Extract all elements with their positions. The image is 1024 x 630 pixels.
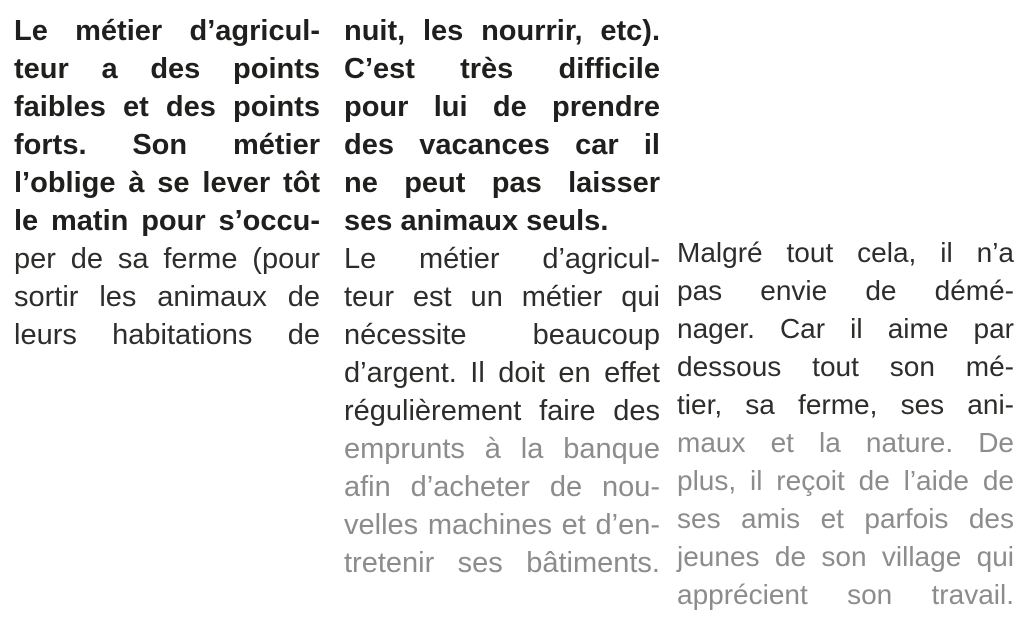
- text-line: velles machines et d’en-: [344, 509, 660, 541]
- text-line: Le métier d’agricul-: [14, 15, 320, 47]
- text-column-3: [677, 234, 1014, 614]
- text-line: C’est très difficile: [344, 53, 660, 85]
- text-line: maux et la nature. De: [677, 427, 1014, 458]
- text-line: le matin pour s’occu-: [14, 205, 320, 237]
- text-line: plus, il reçoit de l’aide de: [677, 465, 1014, 496]
- text-line: teur est un métier qui: [344, 281, 660, 313]
- text-line: ses animaux seuls.: [344, 205, 609, 237]
- text-line: afin d’acheter de nou-: [344, 471, 660, 503]
- text-line: emprunts à la banque: [344, 433, 660, 465]
- text-line: ses amis et parfois des: [677, 503, 1014, 534]
- text-line: leurs habitations de: [14, 319, 320, 351]
- text-line: teur a des points: [14, 53, 320, 85]
- text-line: forts. Son métier: [14, 129, 320, 161]
- text-line: sortir les animaux de: [14, 281, 320, 313]
- text-line: tier, sa ferme, ses ani-: [677, 389, 1014, 420]
- text-line: des vacances car il: [344, 129, 660, 161]
- text-line: d’argent. Il doit en effet: [344, 357, 660, 389]
- text-line: nager. Car il aime par: [677, 313, 1014, 344]
- text-line: régulièrement faire des: [344, 395, 660, 427]
- text-line: tretenir ses bâtiments.: [344, 547, 660, 579]
- text-line: jeunes de son village qui: [677, 541, 1014, 572]
- text-line: nuit, les nourrir, etc).: [344, 15, 660, 47]
- text-line: pour lui de prendre: [344, 91, 660, 123]
- text-line: ne peut pas laisser: [344, 167, 660, 199]
- text-line: faibles et des points: [14, 91, 320, 123]
- text-line: pas envie de démé-: [677, 275, 1014, 306]
- text-line: dessous tout son mé-: [677, 351, 1014, 382]
- text-line: Malgré tout cela, il n’a: [677, 237, 1014, 268]
- text-column-2: [344, 12, 660, 582]
- text-line: nécessite beaucoup: [344, 319, 660, 351]
- text-line: Le métier d’agricul-: [344, 243, 660, 275]
- text-line: per de sa ferme (pour: [14, 243, 320, 275]
- text-line: l’oblige à se lever tôt: [14, 167, 320, 199]
- text-line: apprécient son travail.: [677, 579, 1014, 610]
- text-column-1: [14, 12, 320, 354]
